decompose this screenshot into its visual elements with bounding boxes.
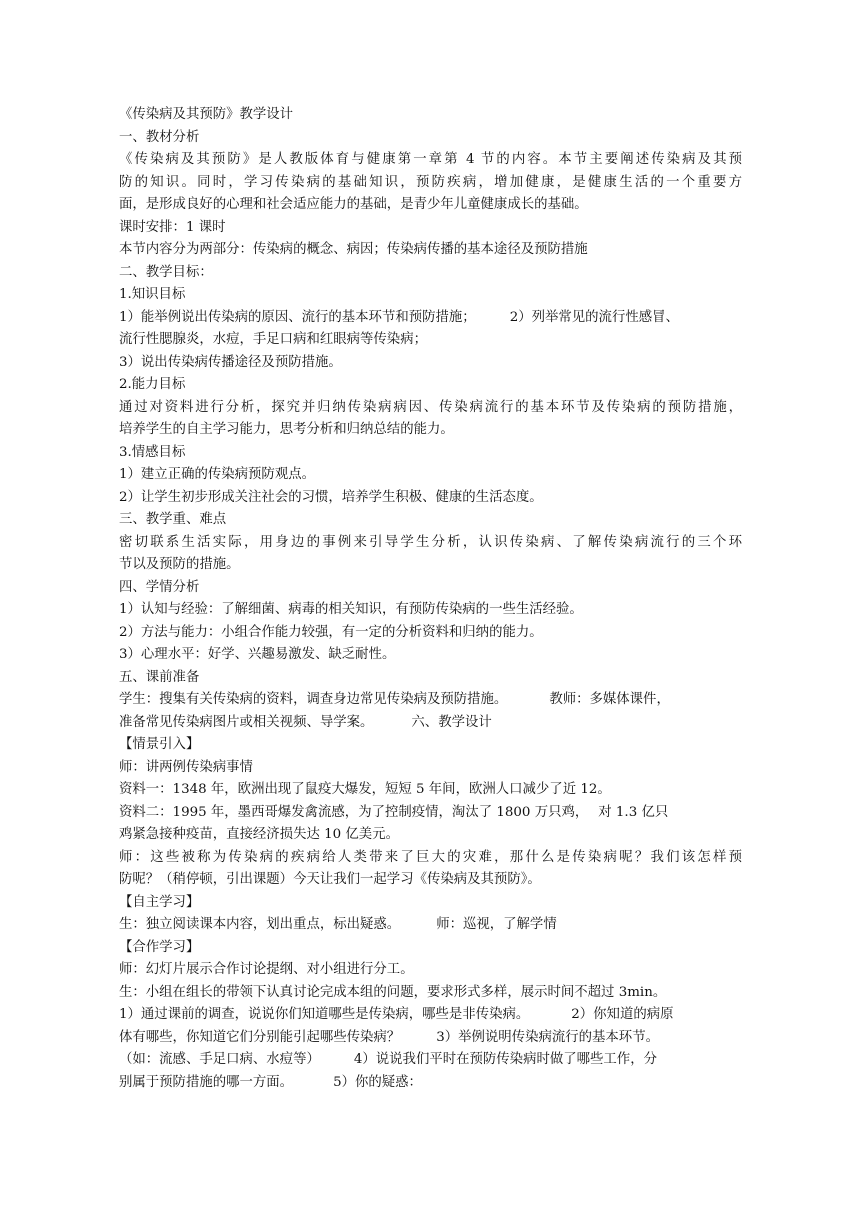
paragraph-text: 对 1.3 亿只 — [598, 804, 669, 820]
subsection-heading: 1.知识目标 — [119, 287, 186, 302]
section-heading: 四、学情分析 — [119, 579, 200, 595]
section-heading: 二、教学目标： — [119, 264, 213, 280]
paragraph-line: 师：幻灯片展示合作讨论提纲、对小组进行分工。 — [119, 962, 414, 977]
paragraph-text: 教师：多媒体课件， — [549, 692, 670, 707]
paragraph-line: 师：这些被称为传染病的疾病给人类带来了巨大的灾难，那什么是传染病呢？我们该怎样预 — [119, 849, 742, 865]
list-item-text: 体有哪些，你知道它们分别能引起哪些传染病？ — [119, 1029, 401, 1045]
paragraph-line: 课时安排：1 课时 — [119, 219, 226, 235]
section-heading: 一、教材分析 — [119, 129, 200, 145]
paragraph-line: 防的知识。同时，学习传染病的基础知识，预防疾病，增加健康，是健康生活的一个重要方 — [119, 174, 742, 190]
bracket-heading: 【自主学习】 — [119, 894, 200, 910]
section-heading: 五、课前准备 — [119, 669, 200, 685]
list-item-text: 1）通过课前的调查，说说你们知道哪些是传染病，哪些是非传染病。 — [119, 1007, 530, 1022]
subsection-heading: 2.能力目标 — [119, 377, 186, 392]
list-item — [119, 1027, 742, 1050]
list-item: 1）认知与经验：了解细菌、病毒的相关知识，有预防传染病的一些生活经验。 — [119, 602, 583, 617]
paragraph-line — [119, 914, 742, 937]
list-item: 3）心理水平：好学、兴趣易激发、缺乏耐性。 — [119, 647, 396, 662]
paragraph-line: 通过对资料进行分析，探究并归纳传染病病因、传染病流行的基本环节及传染病的预防措施， — [119, 399, 742, 415]
paragraph-line: 节以及预防的措施。 — [119, 557, 240, 572]
list-item-text: （如：流感、手足口病、水痘等） — [119, 1052, 320, 1067]
list-item: 2）方法与能力：小组合作能力较强，有一定的分析资料和归纳的能力。 — [119, 624, 543, 640]
paragraph-line — [119, 712, 742, 735]
list-item-text: 3）举例说明传染病流行的基本环节。 — [436, 1029, 659, 1045]
document-body — [119, 104, 742, 1094]
paragraph-line: 培养学生的自主学习能力，思考分析和归纳总结的能力。 — [119, 422, 454, 437]
section-heading: 六、教学设计 — [411, 714, 492, 730]
list-item: 2）让学生初步形成关注社会的习惯，培养学生积极、健康的生活态度。 — [119, 489, 543, 505]
bracket-heading: 【情景引入】 — [119, 737, 200, 752]
list-item-text: 2）列举常见的流行性感冒、 — [509, 309, 679, 325]
paragraph-line: 本节内容分为两部分：传染病的概念、病因；传染病传播的基本途径及预防措施 — [119, 242, 588, 257]
paragraph-line — [119, 689, 742, 712]
document-title: 《传染病及其预防》教学设计 — [119, 107, 294, 122]
paragraph-line: 师：讲两例传染病事情 — [119, 759, 253, 775]
paragraph-line: 《传染病及其预防》是人教版体育与健康第一章第 4 节的内容。本节主要阐述传染病及其预 — [119, 152, 742, 167]
paragraph-line: 面，是形成良好的心理和社会适应能力的基础，是青少年儿童健康成长的基础。 — [119, 197, 588, 212]
list-item — [119, 1004, 742, 1027]
list-item-text: 5）你的疑惑： — [333, 1074, 422, 1090]
paragraph-line: 生：小组在组长的带领下认真讨论完成本组的问题，要求形式多样，展示时间不超过 3min。 — [119, 984, 667, 1000]
list-item: 3）说出传染病传播途径及预防措施。 — [119, 354, 342, 370]
paragraph-text: 学生：搜集有关传染病的资料，调查身边常见传染病及预防措施。 — [119, 692, 508, 707]
list-item: 1）建立正确的传染病预防观点。 — [119, 467, 315, 482]
list-item: 流行性腮腺炎，水痘，手足口病和红眼病等传染病； — [119, 332, 427, 347]
list-item — [119, 1072, 742, 1095]
paragraph-line: 资料一：1348 年，欧洲出现了鼠疫大爆发，短短 5 年间，欧洲人口减少了近 12。 — [119, 782, 611, 797]
list-item-text: 2）你知道的病原 — [571, 1007, 674, 1022]
paragraph-text: 生：独立阅读课本内容，划出重点，标出疑惑。 — [119, 917, 401, 932]
list-item-text: 1）能举例说出传染病的原因、流行的基本环节和预防措施； — [119, 309, 476, 325]
bracket-heading: 【合作学习】 — [119, 939, 200, 955]
list-item — [119, 307, 742, 330]
paragraph-text: 准备常见传染病图片或相关视频、导学案。 — [119, 714, 374, 730]
paragraph-line: 鸡紧急接种疫苗，直接经济损失达 10 亿美元。 — [119, 827, 399, 842]
paragraph-text: 资料二：1995 年，墨西哥爆发禽流感，为了控制疫情，淘汰了 1800 万只鸡， — [119, 804, 589, 820]
paragraph-text: 师：巡视，了解学情 — [436, 917, 557, 932]
section-heading: 三、教学重、难点 — [119, 512, 227, 527]
list-item — [119, 1049, 742, 1072]
paragraph-line: 密切联系生活实际，用身边的事例来引导学生分析，认识传染病、了解传染病流行的三个环 — [119, 534, 742, 550]
list-item-text: 4）说说我们平时在预防传染病时做了哪些工作，分 — [353, 1052, 657, 1067]
paragraph-line — [119, 802, 742, 825]
list-item-text: 别属于预防措施的哪一方面。 — [119, 1074, 294, 1090]
subsection-heading: 3.情感目标 — [119, 444, 186, 460]
paragraph-line: 防呢？（稍停顿，引出课题）今天让我们一起学习《传染病及其预防》。 — [119, 872, 541, 887]
